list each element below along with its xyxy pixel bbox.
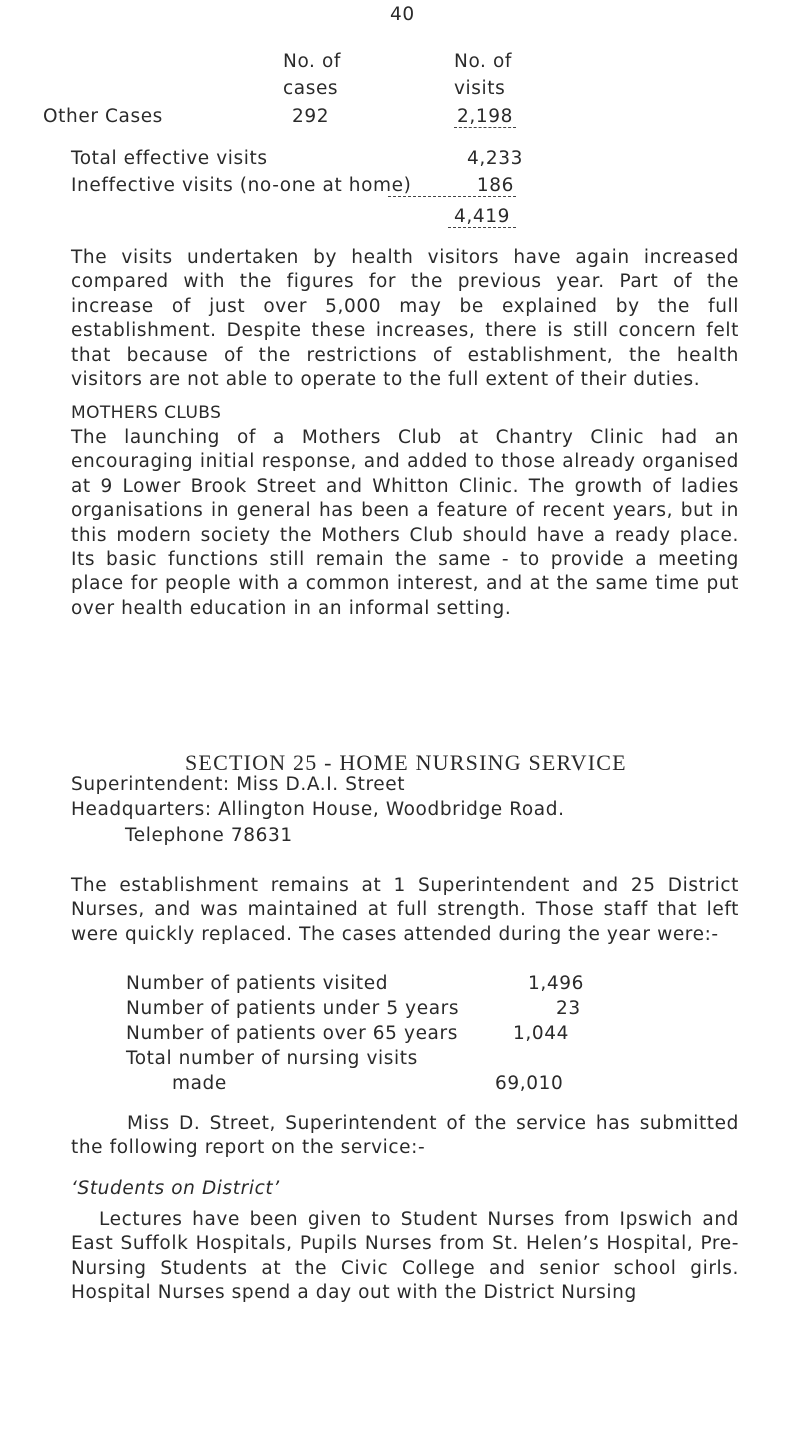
paragraph-students: Lectures have been given to Student Nurses from Ipswich and East Suffolk Hospitals, Pupils Nurses from St. Helen’s Hospital, Pre-Nursing Students at the Civic College and senior school girls. Hospital Nurses spend a day out with the District Nursing [71, 1209, 739, 1304]
col-cases-header-line1: No. of [283, 51, 342, 72]
stat-label: Number of patients over 65 years [126, 1023, 458, 1044]
ineffective-value: 186 [388, 175, 516, 197]
col-visits-header-line2: visits [454, 78, 506, 99]
telephone-line: Telephone 78631 [125, 825, 293, 846]
page-number: 40 [390, 4, 415, 25]
row-label-other-cases: Other Cases [43, 106, 163, 127]
stat-total-label: Total number of nursing visits [126, 1048, 418, 1069]
row-visits-value: 2,198 [454, 106, 516, 128]
stat-value: 1,044 [513, 1023, 569, 1044]
superintendent-line: Superintendent: Miss D.A.I. Street [71, 774, 406, 795]
section-title: SECTION 25 - HOME NURSING SERVICE [185, 750, 627, 775]
paragraph-mothers-clubs: The launching of a Mothers Club at Chantry Clinic had an encouraging initial response, and added to those already organised at 9 Lower Brook Street and Whitton Clinic. The growth of ladies organisations in general has been a feature of recent years, but in this modern society the Mothers Club should have a ready place. Its basic functions still remain the same - to provide a meeting place for people with a common interest, and at the same time put over health education in an informal setting. [71, 427, 739, 619]
grand-total-value: 4,419 [448, 206, 516, 228]
total-effective-label: Total effective visits [71, 148, 268, 169]
paragraph-report: Miss D. Street, Superintendent of the service has submitted the following report on the service:- [71, 1113, 739, 1159]
paragraph-establishment: The establishment remains at 1 Superintendent and 25 District Nurses, and was maintained at full strength. Those staff that left were quickly replaced. The cases attended during the year were:- [71, 875, 739, 945]
heading-mothers-clubs: MOTHERS CLUBS [71, 403, 222, 423]
stat-label: Number of patients under 5 years [126, 998, 460, 1019]
paragraph-visits: The visits undertaken by health visitors have again increased compared with the figures for the previous year. Part of the increase of just over 5,000 may be explained by the full establishment. Despite these increases, there is still concern felt that because of the restrictions of establishment, the health visitors are not able to operate to the full extent of their duties. [71, 247, 739, 391]
headquarters-line: Headquarters: Allington House, Woodbridge Road. [71, 799, 565, 820]
col-visits-header-line1: No. of [454, 51, 513, 72]
stat-total-label-cont: made [172, 1073, 227, 1094]
stat-value: 23 [556, 998, 581, 1019]
heading-students-on-district: ‘Students on District’ [71, 1178, 280, 1199]
stat-label: Number of patients visited [126, 973, 389, 994]
row-cases-value: 292 [292, 106, 330, 127]
stat-total-value: 69,010 [495, 1073, 564, 1094]
ineffective-label: Ineffective visits (no-one at home) [71, 175, 412, 196]
total-effective-value: 4,233 [467, 148, 523, 169]
col-cases-header-line2: cases [283, 78, 339, 99]
stat-value: 1,496 [528, 973, 584, 994]
